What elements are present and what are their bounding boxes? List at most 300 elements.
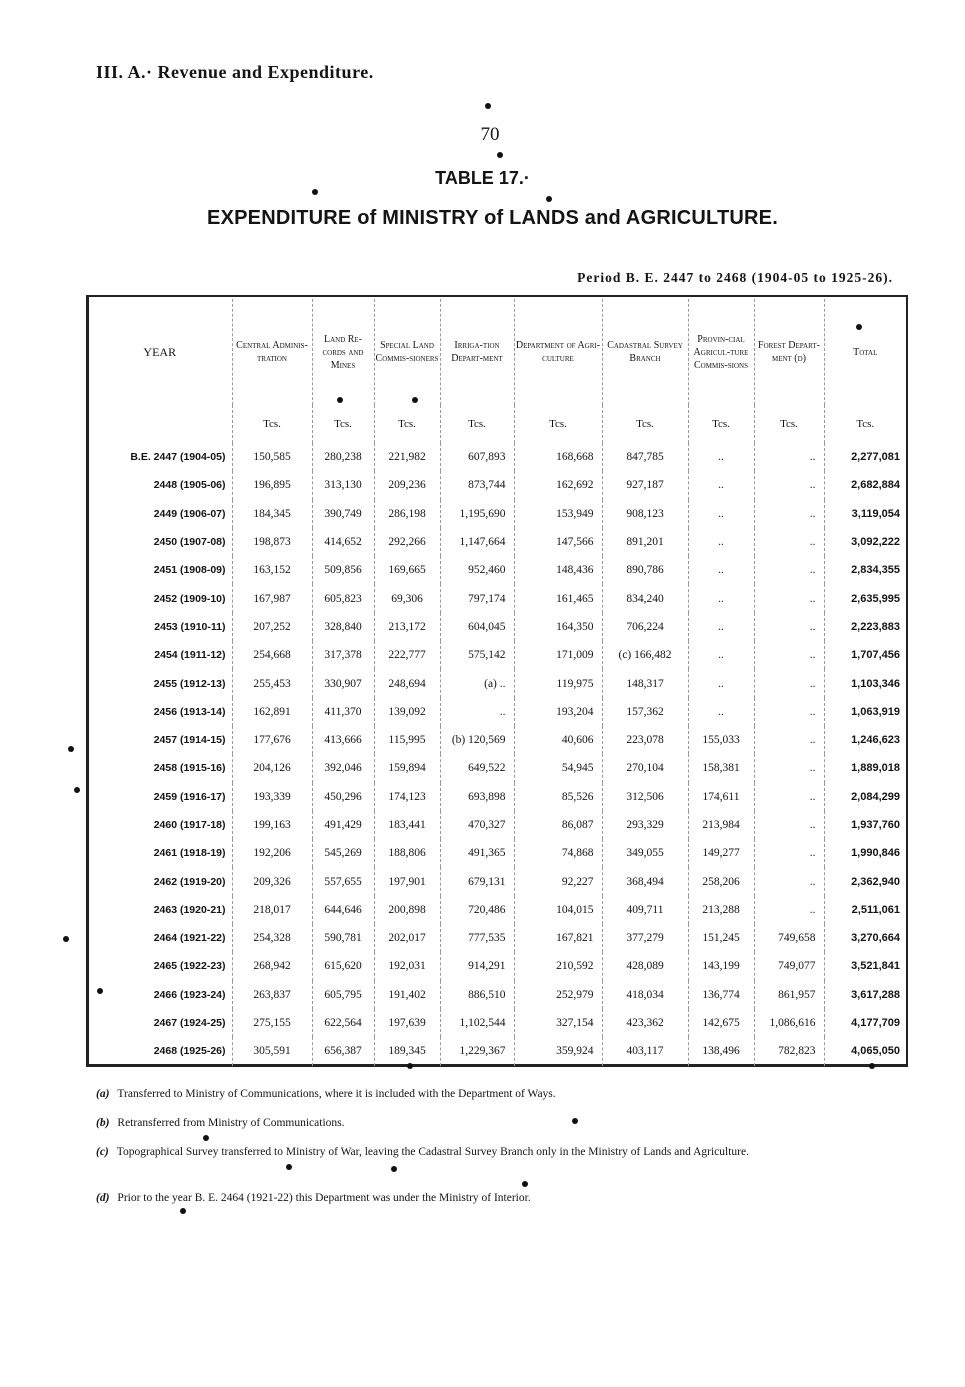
irrigation-cell: 873,744 [440, 471, 514, 499]
ink-speck [68, 746, 74, 752]
land-records-cell: 622,564 [312, 1009, 374, 1037]
table-title: EXPENDITURE of MINISTRY of LANDS and AGRICULTURE. [207, 207, 778, 229]
unit-cell: Tcs. [856, 418, 875, 430]
ink-speck [522, 1181, 528, 1187]
column-header: Forest Depart-ment (d) [754, 299, 824, 405]
footnote-mark: (c) [96, 1146, 109, 1158]
column-header: Irriga-tion Depart-ment [440, 299, 514, 405]
provincial-cell: 258,206 [688, 867, 754, 895]
irrigation-cell: 649,522 [440, 754, 514, 782]
cadastral-cell: 908,123 [602, 500, 688, 528]
footnote-a [96, 1086, 916, 1103]
total-cell: 3,270,664 [851, 932, 900, 945]
table-row [88, 613, 906, 641]
cadastral-cell: 148,317 [602, 669, 688, 697]
footnote-mark: (b) [96, 1117, 110, 1129]
provincial-cell: .. [688, 641, 754, 669]
provincial-cell: .. [688, 443, 754, 471]
central-admin-cell: 199,163 [232, 811, 312, 839]
land-records-cell: 328,840 [312, 613, 374, 641]
year-cell: B.E. 2447 (1904-05) [88, 443, 232, 471]
forest-cell: .. [754, 839, 824, 867]
table-row [88, 896, 906, 924]
cadastral-cell: 706,224 [602, 613, 688, 641]
year-cell: 2449 (1906-07) [88, 500, 232, 528]
forest-cell: .. [754, 443, 824, 471]
year-cell: 2463 (1920-21) [88, 896, 232, 924]
forest-cell: 861,957 [754, 981, 824, 1009]
special-land-cell: 115,995 [374, 726, 440, 754]
footnote-mark: (d) [96, 1192, 110, 1204]
total-cell: 2,834,355 [851, 564, 900, 577]
forest-cell: .. [754, 584, 824, 612]
footnote-c [96, 1144, 916, 1161]
forest-cell: .. [754, 471, 824, 499]
table-row [88, 867, 906, 895]
land-records-cell: 313,130 [312, 471, 374, 499]
forest-cell: .. [754, 641, 824, 669]
total-cell: 2,277,081 [851, 451, 900, 464]
central-admin-cell: 263,837 [232, 981, 312, 1009]
forest-cell: .. [754, 669, 824, 697]
provincial-cell: .. [688, 471, 754, 499]
forest-cell: 782,823 [754, 1037, 824, 1065]
cadastral-cell: 312,506 [602, 783, 688, 811]
central-admin-cell: 204,126 [232, 754, 312, 782]
total-cell: 3,119,054 [851, 507, 900, 520]
agriculture-cell: 171,009 [514, 641, 602, 669]
unit-cell: Tcs. [602, 405, 688, 443]
year-cell: 2450 (1907-08) [88, 528, 232, 556]
ink-speck [74, 787, 80, 793]
agriculture-cell: 148,436 [514, 556, 602, 584]
table-row [88, 584, 906, 612]
land-records-cell: 590,781 [312, 924, 374, 952]
provincial-cell: 213,984 [688, 811, 754, 839]
land-records-cell: 656,387 [312, 1037, 374, 1065]
forest-cell: .. [754, 811, 824, 839]
special-land-cell: 197,901 [374, 867, 440, 895]
special-land-cell: 197,639 [374, 1009, 440, 1037]
provincial-cell: 143,199 [688, 952, 754, 980]
agriculture-cell: 153,949 [514, 500, 602, 528]
irrigation-cell: 797,174 [440, 584, 514, 612]
year-cell: 2462 (1919-20) [88, 867, 232, 895]
year-cell: 2465 (1922-23) [88, 952, 232, 980]
table-row [88, 754, 906, 782]
total-cell: 2,223,883 [851, 620, 900, 633]
central-admin-cell: 198,873 [232, 528, 312, 556]
special-land-cell: 222,777 [374, 641, 440, 669]
total-cell: 1,246,623 [851, 734, 900, 747]
provincial-cell: .. [688, 613, 754, 641]
year-cell: 2464 (1921-22) [88, 924, 232, 952]
total-cell: 1,889,018 [851, 762, 900, 775]
central-admin-cell: 192,206 [232, 839, 312, 867]
agriculture-cell: 210,592 [514, 952, 602, 980]
table-row [88, 443, 906, 471]
central-admin-cell: 218,017 [232, 896, 312, 924]
special-land-cell: 188,806 [374, 839, 440, 867]
provincial-cell: 151,245 [688, 924, 754, 952]
cadastral-cell: 270,104 [602, 754, 688, 782]
table-row [88, 1009, 906, 1037]
special-land-cell: 69,306 [374, 584, 440, 612]
forest-cell: .. [754, 698, 824, 726]
ink-speck [407, 1063, 413, 1069]
forest-cell: 749,077 [754, 952, 824, 980]
agriculture-cell: 54,945 [514, 754, 602, 782]
special-land-cell: 192,031 [374, 952, 440, 980]
total-cell: 3,092,222 [851, 536, 900, 549]
irrigation-cell: 607,893 [440, 443, 514, 471]
ink-speck [286, 1164, 292, 1170]
ink-speck [572, 1118, 578, 1124]
special-land-cell: 213,172 [374, 613, 440, 641]
special-land-cell: 248,694 [374, 669, 440, 697]
column-header: Total [853, 346, 878, 358]
table-row [88, 471, 906, 499]
ink-speck [412, 397, 418, 403]
forest-cell: 1,086,616 [754, 1009, 824, 1037]
cadastral-cell: 890,786 [602, 556, 688, 584]
cadastral-cell: 418,034 [602, 981, 688, 1009]
year-cell: 2461 (1918-19) [88, 839, 232, 867]
land-records-cell: 390,749 [312, 500, 374, 528]
year-cell: 2451 (1908-09) [88, 556, 232, 584]
year-cell: 2455 (1912-13) [88, 669, 232, 697]
irrigation-cell: 1,102,544 [440, 1009, 514, 1037]
cadastral-cell: 349,055 [602, 839, 688, 867]
total-cell: 1,990,846 [851, 847, 900, 860]
irrigation-cell: (a) .. [440, 669, 514, 697]
central-admin-cell: 193,339 [232, 783, 312, 811]
forest-cell: .. [754, 896, 824, 924]
total-cell: 2,511,061 [851, 903, 900, 916]
cadastral-cell: 428,089 [602, 952, 688, 980]
forest-cell: .. [754, 783, 824, 811]
table-number: TABLE 17.· [435, 168, 530, 188]
ink-speck [856, 324, 862, 330]
agriculture-cell: 359,924 [514, 1037, 602, 1065]
unit-cell: Tcs. [514, 405, 602, 443]
unit-cell: Tcs. [374, 405, 440, 443]
irrigation-cell: 575,142 [440, 641, 514, 669]
ink-speck [485, 103, 491, 109]
land-records-cell: 413,666 [312, 726, 374, 754]
unit-cell: Tcs. [688, 405, 754, 443]
irrigation-cell: 720,486 [440, 896, 514, 924]
unit-cell: Tcs. [754, 405, 824, 443]
footnote-text: Topographical Survey transferred to Ministry of War, leaving the Cadastral Survey Branch only in the Ministry of Lands and Agriculture. [116, 1146, 749, 1158]
year-cell: 2456 (1913-14) [88, 698, 232, 726]
agriculture-cell: 162,692 [514, 471, 602, 499]
land-records-cell: 557,655 [312, 867, 374, 895]
irrigation-cell: 777,535 [440, 924, 514, 952]
land-records-cell: 509,856 [312, 556, 374, 584]
footnote-b [96, 1115, 916, 1132]
land-records-cell: 615,620 [312, 952, 374, 980]
land-records-cell: 605,823 [312, 584, 374, 612]
footnote-mark: (a) [96, 1088, 110, 1100]
special-land-cell: 221,982 [374, 443, 440, 471]
table-row [88, 669, 906, 697]
irrigation-cell: 693,898 [440, 783, 514, 811]
year-cell: 2452 (1909-10) [88, 584, 232, 612]
year-cell: 2458 (1915-16) [88, 754, 232, 782]
cadastral-cell: 403,117 [602, 1037, 688, 1065]
irrigation-cell: 1,147,664 [440, 528, 514, 556]
total-cell: 1,707,456 [851, 649, 900, 662]
year-cell: 2460 (1917-18) [88, 811, 232, 839]
column-header: Cadastral Survey Branch [602, 299, 688, 405]
footnote-text: Retransferred from Ministry of Communications. [117, 1117, 345, 1129]
provincial-cell: .. [688, 698, 754, 726]
special-land-cell: 174,123 [374, 783, 440, 811]
provincial-cell: 149,277 [688, 839, 754, 867]
irrigation-cell: 679,131 [440, 867, 514, 895]
year-cell: 2459 (1916-17) [88, 783, 232, 811]
ink-speck [312, 189, 318, 195]
land-records-cell: 411,370 [312, 698, 374, 726]
central-admin-cell: 275,155 [232, 1009, 312, 1037]
column-header: Central Adminis-tration [232, 299, 312, 405]
ink-speck [203, 1135, 209, 1141]
central-admin-cell: 196,895 [232, 471, 312, 499]
total-cell: 2,682,884 [851, 479, 900, 492]
provincial-cell: .. [688, 500, 754, 528]
provincial-cell: 155,033 [688, 726, 754, 754]
agriculture-cell: 164,350 [514, 613, 602, 641]
agriculture-cell: 147,566 [514, 528, 602, 556]
cadastral-cell: 847,785 [602, 443, 688, 471]
provincial-cell: .. [688, 669, 754, 697]
cadastral-cell: 377,279 [602, 924, 688, 952]
ink-speck [180, 1208, 186, 1214]
ink-speck [391, 1166, 397, 1172]
forest-cell: .. [754, 500, 824, 528]
agriculture-cell: 92,227 [514, 867, 602, 895]
special-land-cell: 191,402 [374, 981, 440, 1009]
unit-cell: Tcs. [232, 405, 312, 443]
irrigation-cell: (b) 120,569 [440, 726, 514, 754]
central-admin-cell: 305,591 [232, 1037, 312, 1065]
provincial-cell: .. [688, 556, 754, 584]
special-land-cell: 159,894 [374, 754, 440, 782]
cadastral-cell: (c) 166,482 [602, 641, 688, 669]
central-admin-cell: 207,252 [232, 613, 312, 641]
land-records-cell: 414,652 [312, 528, 374, 556]
forest-cell: .. [754, 528, 824, 556]
special-land-cell: 139,092 [374, 698, 440, 726]
period-label: Period B. E. 2447 to 2468 (1904-05 to 1925-26). [577, 270, 893, 285]
ink-speck [497, 152, 503, 158]
ink-speck [337, 397, 343, 403]
year-cell: 2466 (1923-24) [88, 981, 232, 1009]
special-land-cell: 292,266 [374, 528, 440, 556]
agriculture-cell: 193,204 [514, 698, 602, 726]
total-cell: 4,065,050 [851, 1045, 900, 1058]
land-records-cell: 450,296 [312, 783, 374, 811]
total-cell: 2,084,299 [851, 790, 900, 803]
column-header: YEAR [88, 299, 232, 405]
special-land-cell: 169,665 [374, 556, 440, 584]
table-header-row [88, 299, 906, 405]
total-cell: 1,103,346 [851, 677, 900, 690]
table-row [88, 783, 906, 811]
forest-cell: .. [754, 754, 824, 782]
column-header: Provin-cial Agricul-ture Commis-sions [688, 299, 754, 405]
agriculture-cell: 168,668 [514, 443, 602, 471]
agriculture-cell: 104,015 [514, 896, 602, 924]
irrigation-cell: 1,229,367 [440, 1037, 514, 1065]
irrigation-cell: 952,460 [440, 556, 514, 584]
agriculture-cell: 327,154 [514, 1009, 602, 1037]
table-row [88, 556, 906, 584]
column-header: Special Land Commis-sioners [374, 299, 440, 405]
agriculture-cell: 252,979 [514, 981, 602, 1009]
table-row [88, 811, 906, 839]
land-records-cell: 491,429 [312, 811, 374, 839]
agriculture-cell: 40,606 [514, 726, 602, 754]
provincial-cell: .. [688, 528, 754, 556]
special-land-cell: 183,441 [374, 811, 440, 839]
provincial-cell: 174,611 [688, 783, 754, 811]
total-cell: 1,937,760 [851, 819, 900, 831]
central-admin-cell: 254,668 [232, 641, 312, 669]
table-row [88, 1037, 906, 1065]
table-row [88, 500, 906, 528]
irrigation-cell: 604,045 [440, 613, 514, 641]
year-cell: 2468 (1925-26) [88, 1037, 232, 1065]
central-admin-cell: 150,585 [232, 443, 312, 471]
agriculture-cell: 119,975 [514, 669, 602, 697]
table-row [88, 641, 906, 669]
provincial-cell: 138,496 [688, 1037, 754, 1065]
column-header: Department of Agri-culture [514, 299, 602, 405]
irrigation-cell: 470,327 [440, 811, 514, 839]
column-header: Land Re-cords and Mines [312, 299, 374, 405]
special-land-cell: 286,198 [374, 500, 440, 528]
central-admin-cell: 162,891 [232, 698, 312, 726]
year-cell: 2457 (1914-15) [88, 726, 232, 754]
provincial-cell: 158,381 [688, 754, 754, 782]
irrigation-cell: 1,195,690 [440, 500, 514, 528]
unit-cell: Tcs. [312, 405, 374, 443]
central-admin-cell: 255,453 [232, 669, 312, 697]
footnote-d [96, 1190, 916, 1207]
forest-cell: 749,658 [754, 924, 824, 952]
cadastral-cell: 368,494 [602, 867, 688, 895]
page-number: 70 [480, 124, 500, 145]
ink-speck [546, 196, 552, 202]
special-land-cell: 200,898 [374, 896, 440, 924]
provincial-cell: 142,675 [688, 1009, 754, 1037]
irrigation-cell: 914,291 [440, 952, 514, 980]
total-cell: 2,635,995 [851, 592, 900, 605]
land-records-cell: 280,238 [312, 443, 374, 471]
land-records-cell: 317,378 [312, 641, 374, 669]
unit-cell [88, 405, 232, 443]
central-admin-cell: 167,987 [232, 584, 312, 612]
agriculture-cell: 161,465 [514, 584, 602, 612]
units-row [88, 405, 906, 443]
ink-speck [63, 936, 69, 942]
agriculture-cell: 85,526 [514, 783, 602, 811]
land-records-cell: 644,646 [312, 896, 374, 924]
section-heading: III. A.· Revenue and Expenditure. [96, 62, 374, 82]
unit-cell: Tcs. [440, 405, 514, 443]
irrigation-cell: 491,365 [440, 839, 514, 867]
agriculture-cell: 86,087 [514, 811, 602, 839]
special-land-cell: 189,345 [374, 1037, 440, 1065]
provincial-cell: .. [688, 584, 754, 612]
agriculture-cell: 167,821 [514, 924, 602, 952]
special-land-cell: 202,017 [374, 924, 440, 952]
year-cell: 2454 (1911-12) [88, 641, 232, 669]
year-cell: 2467 (1924-25) [88, 1009, 232, 1037]
table-row [88, 924, 906, 952]
cadastral-cell: 927,187 [602, 471, 688, 499]
total-cell: 4,177,709 [851, 1017, 900, 1030]
forest-cell: .. [754, 726, 824, 754]
total-cell: 2,362,940 [851, 875, 900, 888]
provincial-cell: 136,774 [688, 981, 754, 1009]
table-row [88, 528, 906, 556]
land-records-cell: 330,907 [312, 669, 374, 697]
cadastral-cell: 223,078 [602, 726, 688, 754]
year-cell: 2453 (1910-11) [88, 613, 232, 641]
cadastral-cell: 891,201 [602, 528, 688, 556]
central-admin-cell: 184,345 [232, 500, 312, 528]
cadastral-cell: 293,329 [602, 811, 688, 839]
table-row [88, 698, 906, 726]
irrigation-cell: 886,510 [440, 981, 514, 1009]
total-cell: 1,063,919 [851, 705, 900, 718]
cadastral-cell: 409,711 [602, 896, 688, 924]
central-admin-cell: 254,328 [232, 924, 312, 952]
expenditure-table [88, 299, 906, 1066]
year-cell: 2448 (1905-06) [88, 471, 232, 499]
footnote-text: Transferred to Ministry of Communications, where it is included with the Department of Ways. [117, 1088, 556, 1100]
forest-cell: .. [754, 556, 824, 584]
special-land-cell: 209,236 [374, 471, 440, 499]
cadastral-cell: 157,362 [602, 698, 688, 726]
cadastral-cell: 834,240 [602, 584, 688, 612]
total-cell: 3,617,288 [851, 988, 900, 1001]
central-admin-cell: 209,326 [232, 867, 312, 895]
cadastral-cell: 423,362 [602, 1009, 688, 1037]
agriculture-cell: 74,868 [514, 839, 602, 867]
total-cell: 3,521,841 [851, 960, 900, 973]
forest-cell: .. [754, 613, 824, 641]
central-admin-cell: 177,676 [232, 726, 312, 754]
ink-speck [97, 988, 103, 994]
land-records-cell: 605,795 [312, 981, 374, 1009]
table-row [88, 952, 906, 980]
central-admin-cell: 163,152 [232, 556, 312, 584]
table-row [88, 981, 906, 1009]
land-records-cell: 545,269 [312, 839, 374, 867]
forest-cell: .. [754, 867, 824, 895]
footnote-text: Prior to the year B. E. 2464 (1921-22) this Department was under the Ministry of Interior. [117, 1192, 531, 1204]
table-row [88, 726, 906, 754]
irrigation-cell: .. [440, 698, 514, 726]
land-records-cell: 392,046 [312, 754, 374, 782]
central-admin-cell: 268,942 [232, 952, 312, 980]
provincial-cell: 213,288 [688, 896, 754, 924]
ink-speck [869, 1063, 875, 1069]
